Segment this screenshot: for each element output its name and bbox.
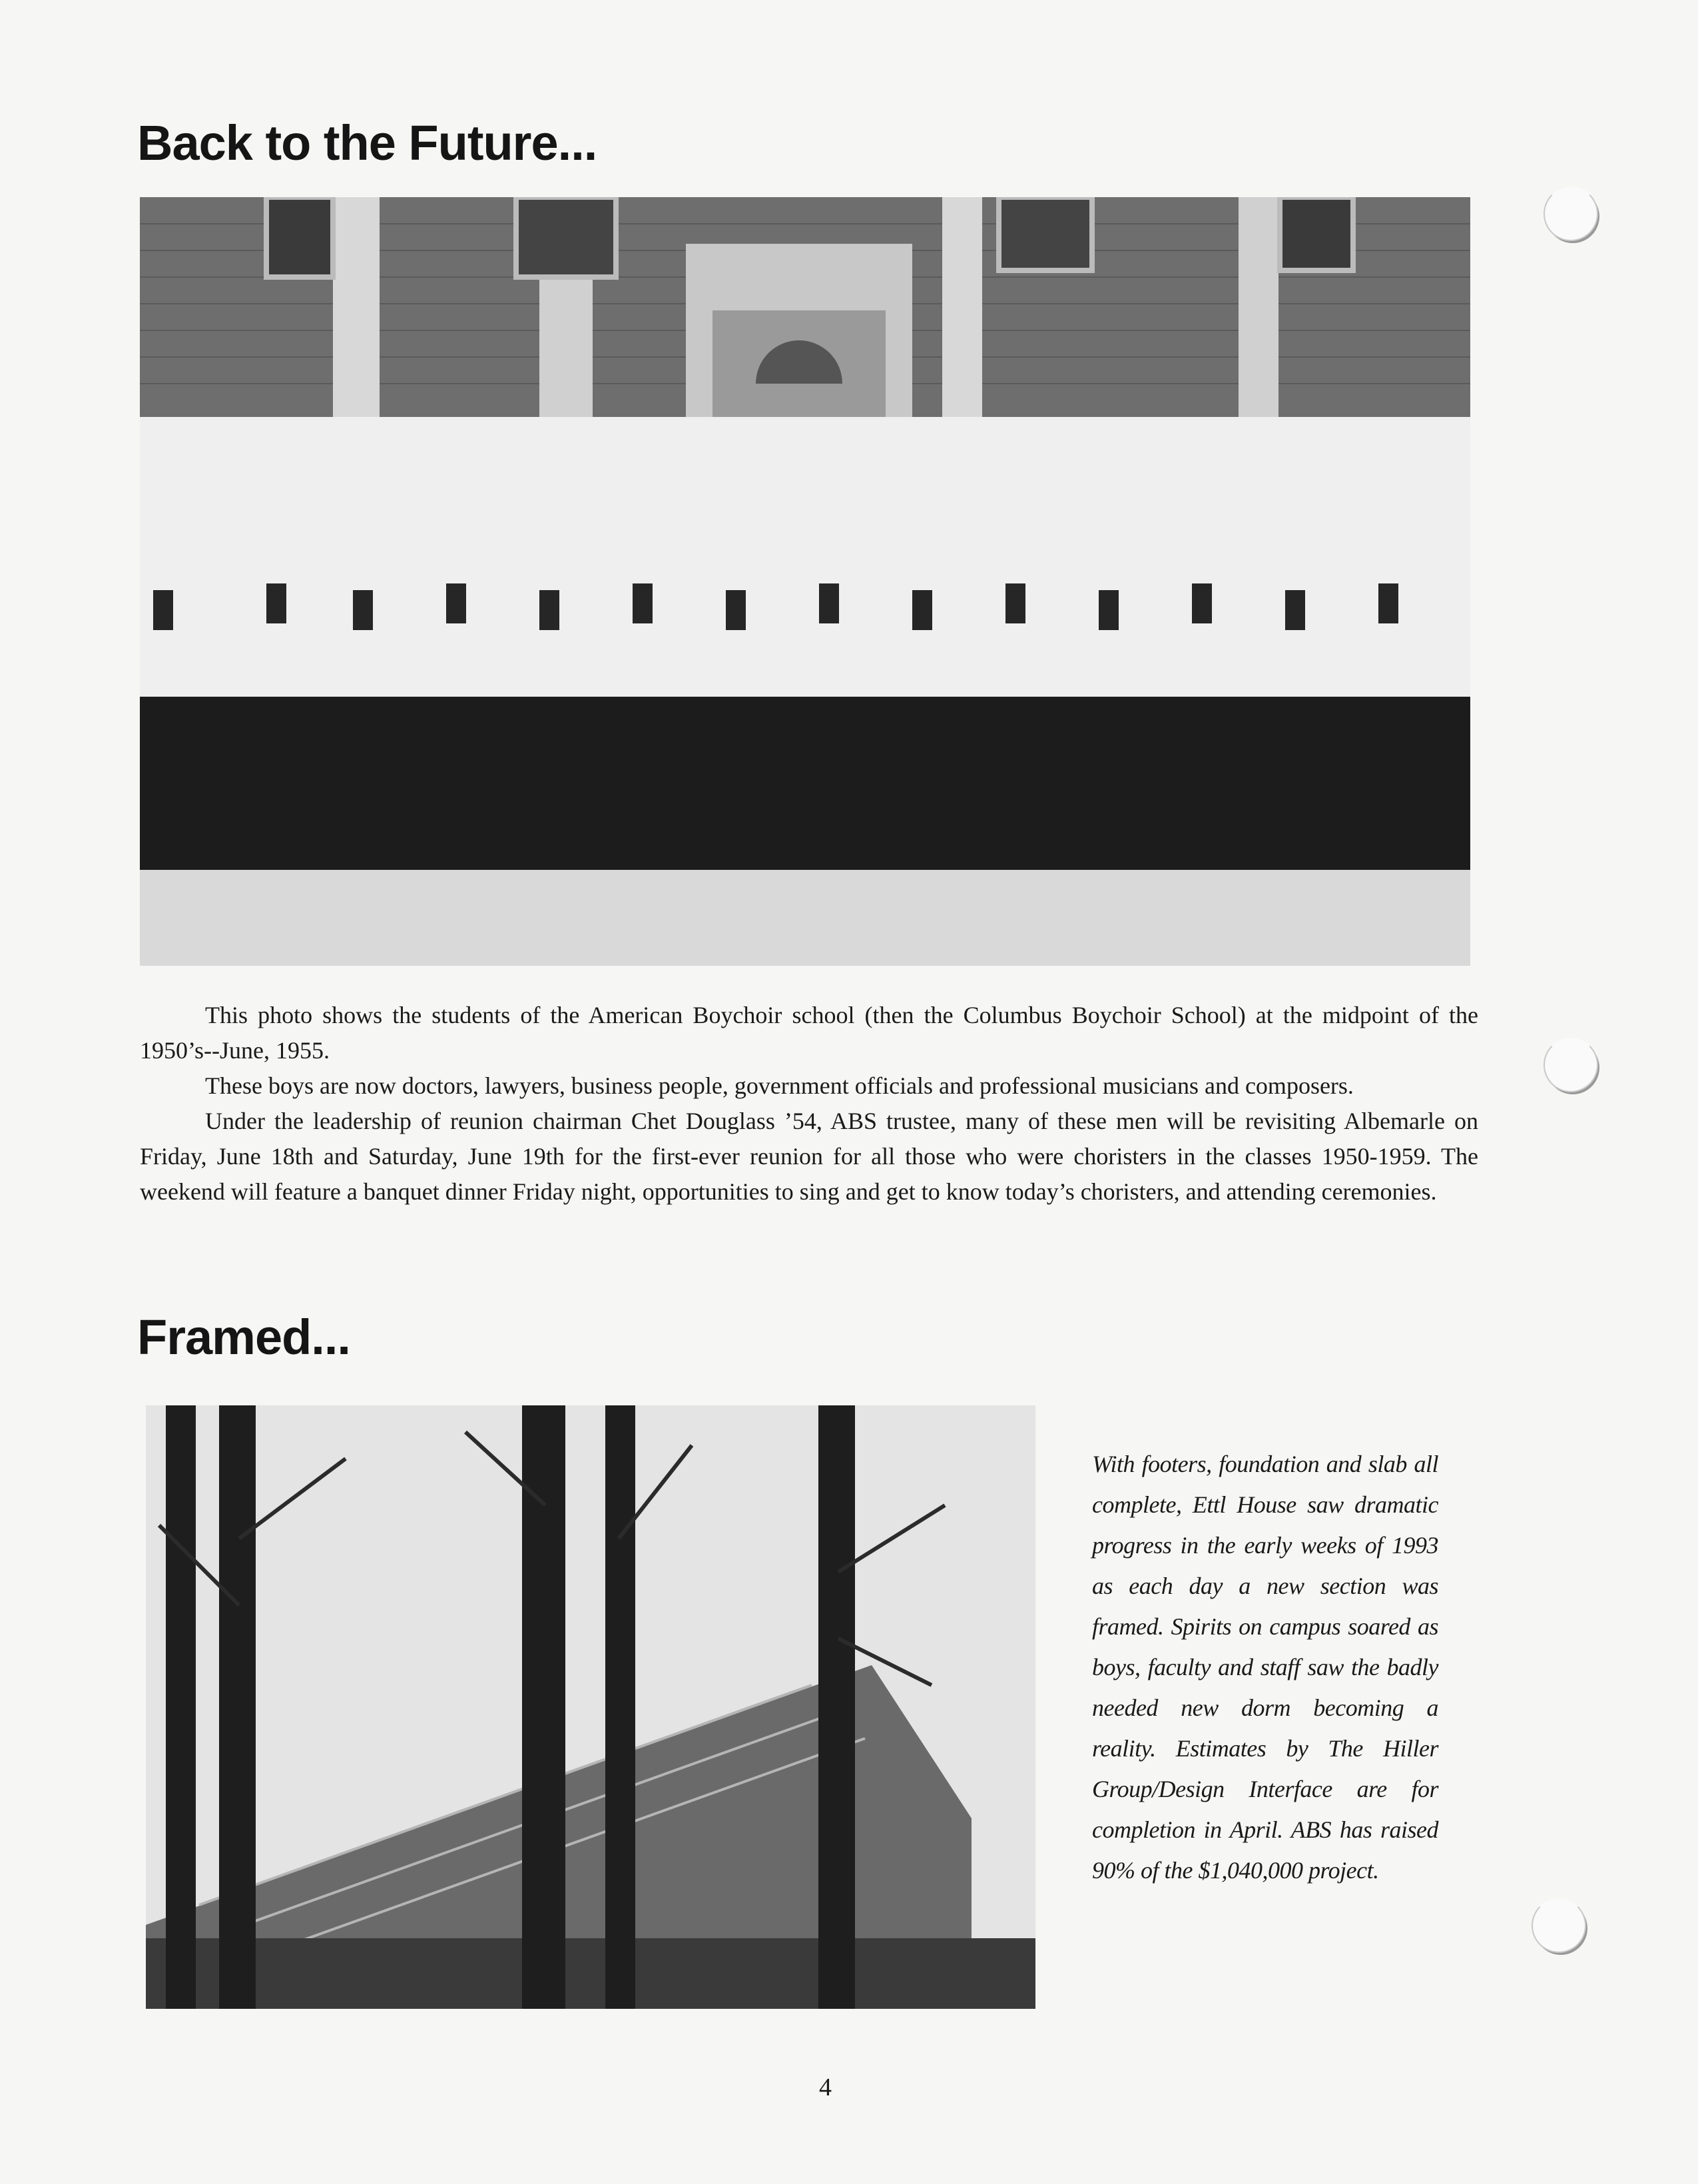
binder-hole	[1532, 1898, 1586, 1953]
photo-caption: With footers, foundation and slab all complete, Ettl House saw dramatic progress in the early weeks of 1993 as each day a new section was framed. Spirits on campus soared as boys, faculty and staff saw the badly needed new dorm becoming a reality. Estimates by The Hiller Group/Design Interface are for completion in April. ABS has raised 90% of the $1,040,000 project.	[1092, 1451, 1438, 1884]
paragraph: This photo shows the students of the American Boychoir school (then the Columbus Boychoir School) at the midpoint of the 1950’s--June, 1955.	[140, 1002, 1478, 1064]
boychoir-group-photo	[140, 197, 1470, 966]
page-number: 4	[819, 2073, 832, 2101]
section-heading-framed: Framed...	[137, 1309, 350, 1365]
binder-hole	[1544, 186, 1598, 241]
paragraph: Under the leadership of reunion chairman Chet Douglass ’54, ABS trustee, many of these men will be revisiting Albemarle on Friday, June 18th and Saturday, June 19th for the first-ever reunion for all those who were choristers in the classes 1950-1959. The weekend will feature a banquet dinner Friday night, opportunities to sing and get to know today’s choristers, and attending ceremonies.	[140, 1108, 1478, 1205]
section-heading-back-to-the-future: Back to the Future...	[137, 115, 597, 171]
paragraph: These boys are now doctors, lawyers, business people, government officials and professional musicians and composers.	[205, 1072, 1354, 1099]
construction-framing-photo	[146, 1405, 1035, 2009]
article-body	[140, 998, 1478, 1210]
binder-hole	[1544, 1038, 1598, 1092]
